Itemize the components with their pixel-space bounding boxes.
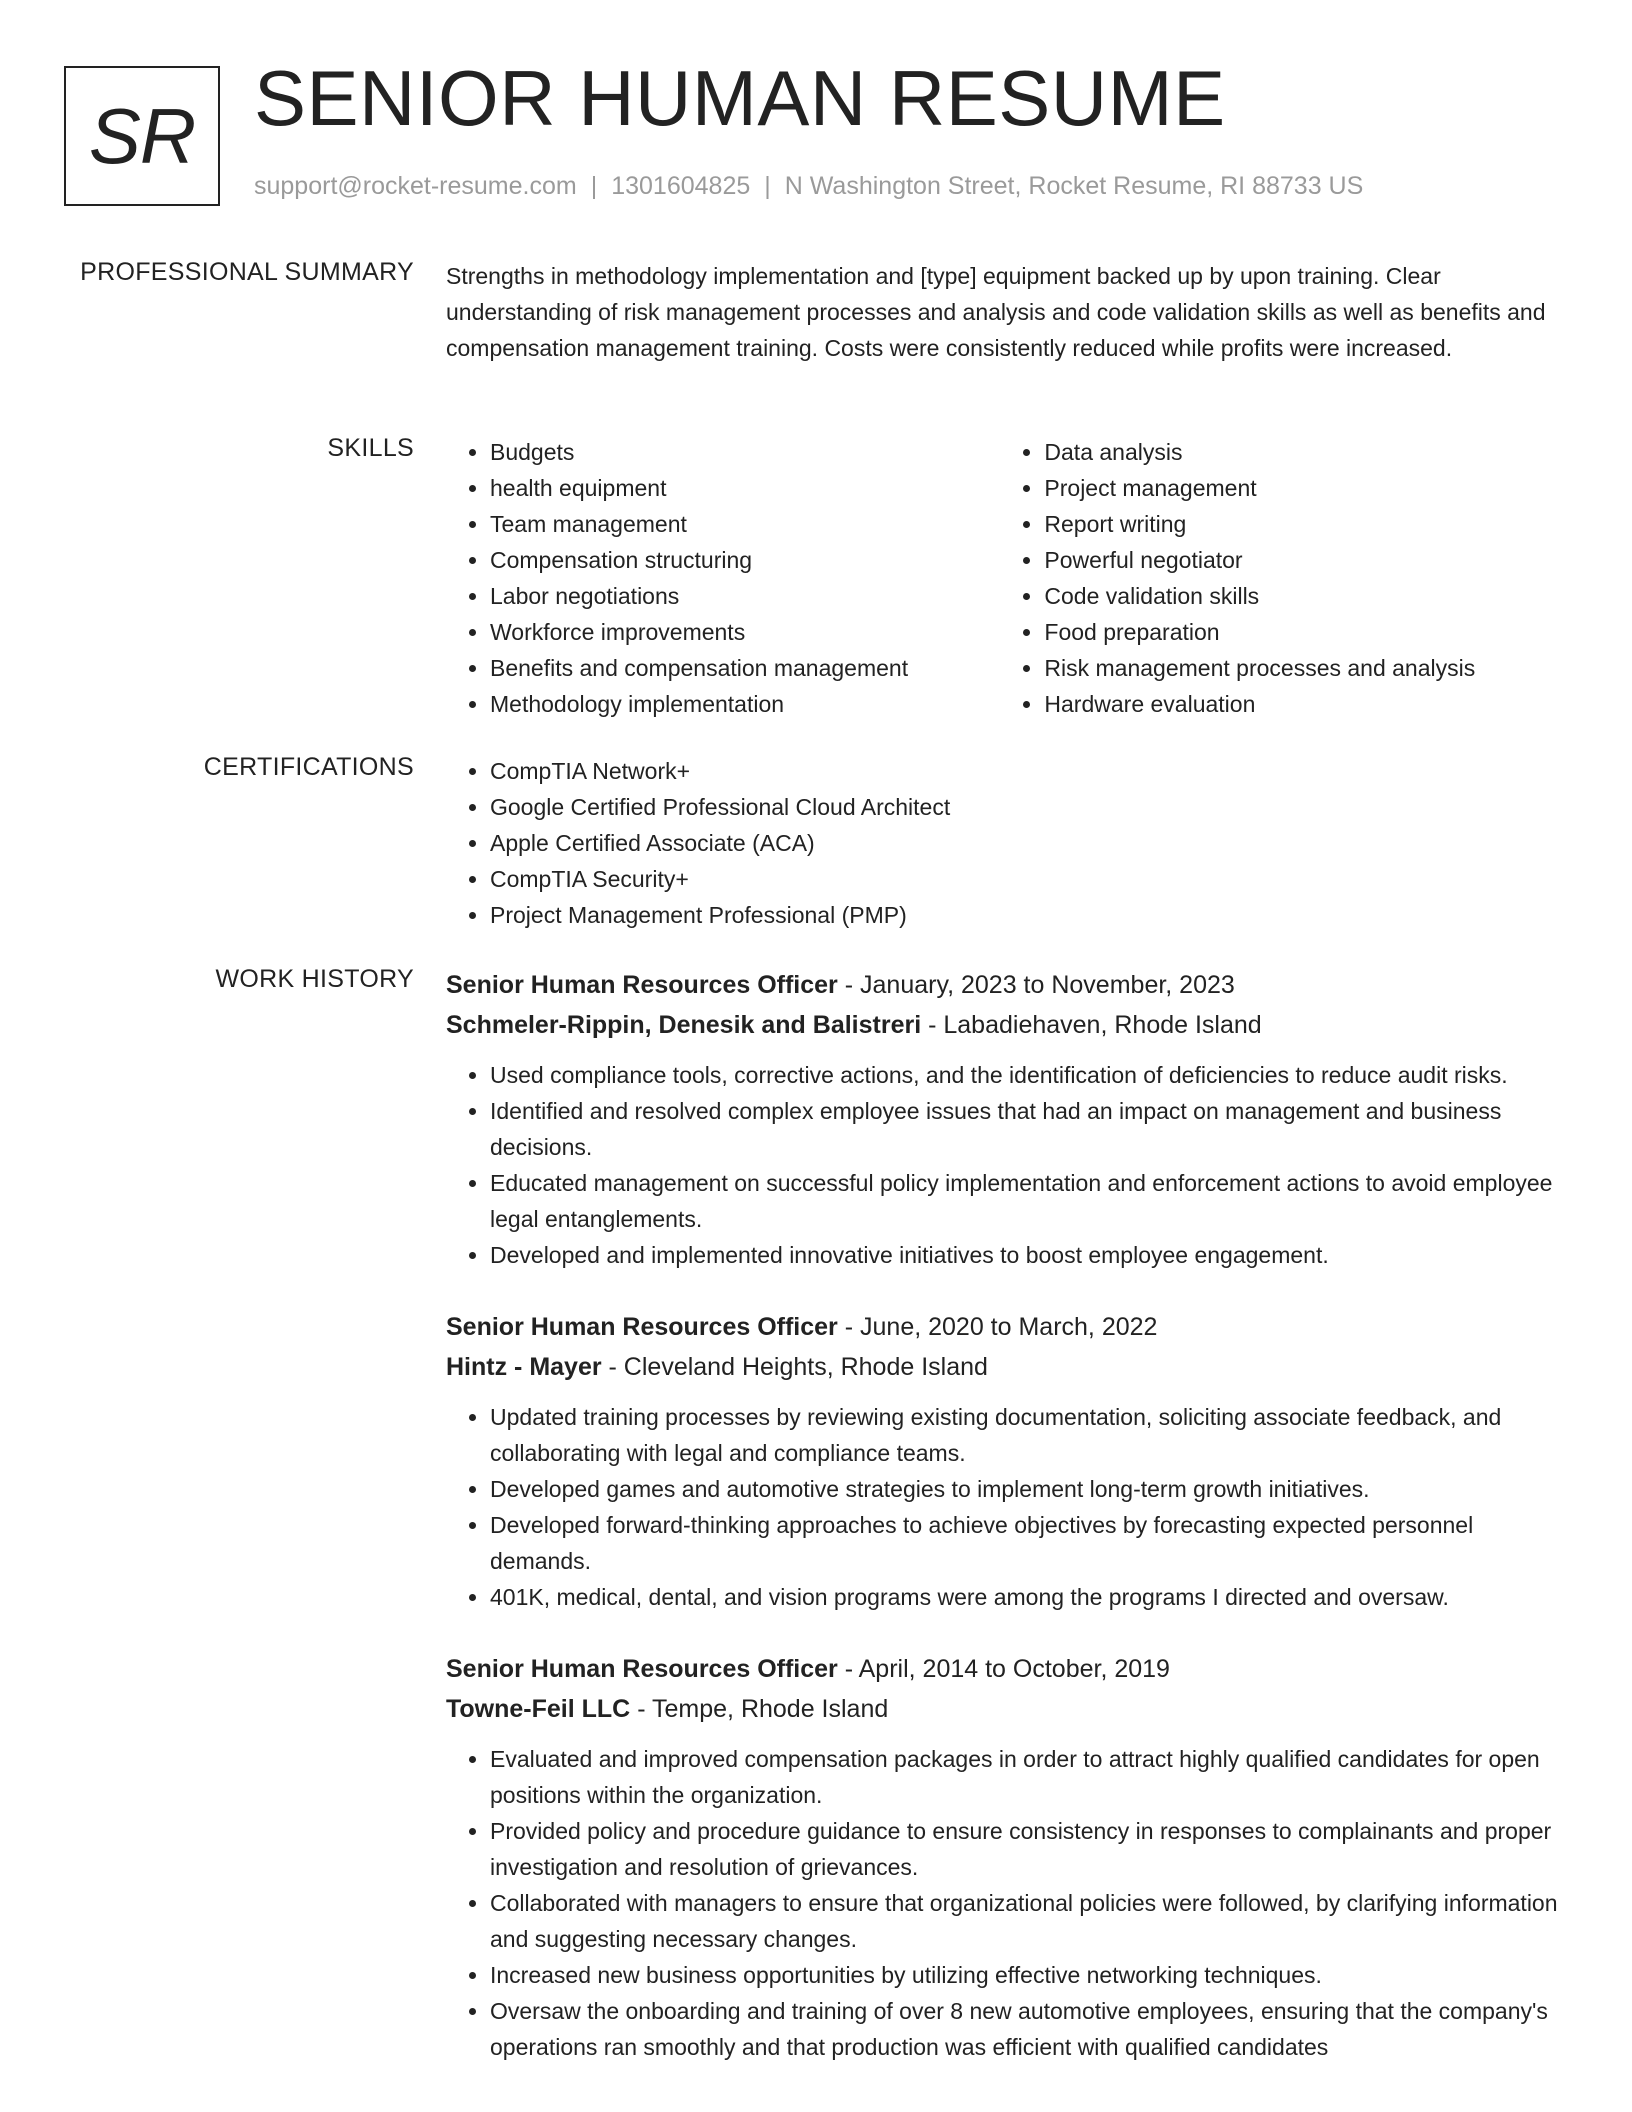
job-entry [446, 1307, 1566, 1615]
certification-item: • CompTIA Network+ [490, 753, 1566, 789]
job-dates: - January, 2023 to November, 2023 [837, 971, 1235, 999]
section-title-summary: PROFESSIONAL SUMMARY [80, 258, 414, 286]
skill-item: • Methodology implementation [490, 686, 1000, 722]
job-bullet: • Developed and implemented innovative initiatives to boost employee engagement. [490, 1237, 1566, 1273]
job-bullet: • Collaborated with managers to ensure that organizational policies were followed, by clarifying information and suggesting necessary changes. [490, 1885, 1566, 1957]
contact-separator: | [590, 172, 598, 200]
resume-name: SENIOR HUMAN RESUME [254, 54, 1226, 142]
skills-list-left [446, 434, 1000, 722]
skill-item: • Risk management processes and analysis [1044, 650, 1566, 686]
skill-item: • Report writing [1044, 506, 1566, 542]
skill-item: • health equipment [490, 470, 1000, 506]
certification-item: • Apple Certified Associate (ACA) [490, 825, 1566, 861]
certification-item: • Google Certified Professional Cloud Architect [490, 789, 1566, 825]
skill-item: • Hardware evaluation [1044, 686, 1566, 722]
contact-separator: | [764, 172, 771, 200]
job-bullet: • Educated management on successful policy implementation and enforcement actions to avoid employee legal entanglements. [490, 1165, 1566, 1237]
contact-address: N Washington Street, Rocket Resume, RI 88733 US [784, 172, 1364, 200]
skill-item: • Benefits and compensation management [490, 650, 1000, 686]
job-role: Senior Human Resources Officer [446, 1655, 838, 1683]
job-dates: - June, 2020 to March, 2022 [837, 1313, 1158, 1341]
job-bullet: • Evaluated and improved compensation packages in order to attract highly qualified candidates for open positions within the organization. [490, 1741, 1566, 1813]
job-bullet: • Identified and resolved complex employee issues that had an impact on management and business decisions. [490, 1093, 1566, 1165]
monogram-logo: SR [64, 66, 220, 206]
job-bullet: • Oversaw the onboarding and training of over 8 new automotive employees, ensuring that the company's operations ran smoothly and that production was efficient with qualified candidates [490, 1993, 1566, 2065]
skill-item: • Workforce improvements [490, 614, 1000, 650]
section-title-certifications: CERTIFICATIONS [203, 753, 414, 781]
job-title-line [446, 1649, 1566, 1689]
skill-item: • Budgets [490, 434, 1000, 470]
job-title-line [446, 1307, 1566, 1347]
job-bullet: • Developed games and automotive strategies to implement long-term growth initiatives. [490, 1471, 1566, 1507]
job-dates: - April, 2014 to October, 2019 [837, 1655, 1170, 1683]
job-bullet: • Developed forward-thinking approaches to achieve objectives by forecasting expected personnel demands. [490, 1507, 1566, 1579]
job-role: Senior Human Resources Officer [446, 971, 838, 999]
job-bullet: • Used compliance tools, corrective actions, and the identification of deficiencies to reduce audit risks. [490, 1057, 1566, 1093]
job-bullet: • 401K, medical, dental, and vision programs were among the programs I directed and oversaw. [490, 1579, 1566, 1615]
certifications-body [446, 753, 1566, 933]
job-role: Senior Human Resources Officer [446, 1313, 838, 1341]
job-company-line [446, 1347, 1566, 1387]
skills-list-right [1000, 434, 1566, 722]
certifications-list [446, 753, 1566, 933]
skill-item: • Team management [490, 506, 1000, 542]
job-location: - Tempe, Rhode Island [630, 1695, 889, 1723]
section-title-work: WORK HISTORY [215, 965, 414, 993]
skill-item: • Powerful negotiator [1044, 542, 1566, 578]
contact-email: support@rocket-resume.com [254, 172, 577, 200]
skill-item: • Food preparation [1044, 614, 1566, 650]
job-title-line [446, 965, 1566, 1005]
job-entry [446, 965, 1566, 1273]
job-bullets [446, 1057, 1566, 1273]
job-company: Towne-Feil LLC [446, 1695, 631, 1723]
summary-text: Strengths in methodology implementation and [type] equipment backed up by upon training. Clear understanding of risk management processes and analysis and code validation skills as well as benefits and compensation management training. Costs were consistently reduced while profits were increased. [446, 263, 1546, 361]
job-company: Hintz - Mayer [446, 1353, 602, 1381]
contact-phone: 1301604825 [611, 172, 751, 200]
skill-item: • Compensation structuring [490, 542, 1000, 578]
section-title-skills: SKILLS [327, 434, 414, 462]
job-bullet: • Provided policy and procedure guidance to ensure consistency in responses to complainants and proper investigation and resolution of grievances. [490, 1813, 1566, 1885]
job-company-line [446, 1005, 1566, 1045]
job-company: Schmeler-Rippin, Denesik and Balistreri [446, 1011, 922, 1039]
job-location: - Cleveland Heights, Rhode Island [601, 1353, 988, 1381]
job-bullet: • Updated training processes by reviewing existing documentation, soliciting associate feedback, and collaborating with legal and compliance teams. [490, 1399, 1566, 1471]
job-bullet: • Increased new business opportunities by utilizing effective networking techniques. [490, 1957, 1566, 1993]
job-bullets [446, 1399, 1566, 1615]
certification-item: • CompTIA Security+ [490, 861, 1566, 897]
job-location: - Labadiehaven, Rhode Island [921, 1011, 1262, 1039]
skills-body [446, 434, 1566, 722]
job-bullets [446, 1741, 1566, 2065]
skill-item: • Project management [1044, 470, 1566, 506]
summary-body [446, 258, 1566, 366]
work-body [446, 965, 1566, 2099]
contact-line [254, 172, 1363, 201]
job-company-line [446, 1689, 1566, 1729]
skill-item: • Code validation skills [1044, 578, 1566, 614]
skill-item: • Labor negotiations [490, 578, 1000, 614]
skill-item: • Data analysis [1044, 434, 1566, 470]
certification-item: • Project Management Professional (PMP) [490, 897, 1566, 933]
job-entry [446, 1649, 1566, 2065]
